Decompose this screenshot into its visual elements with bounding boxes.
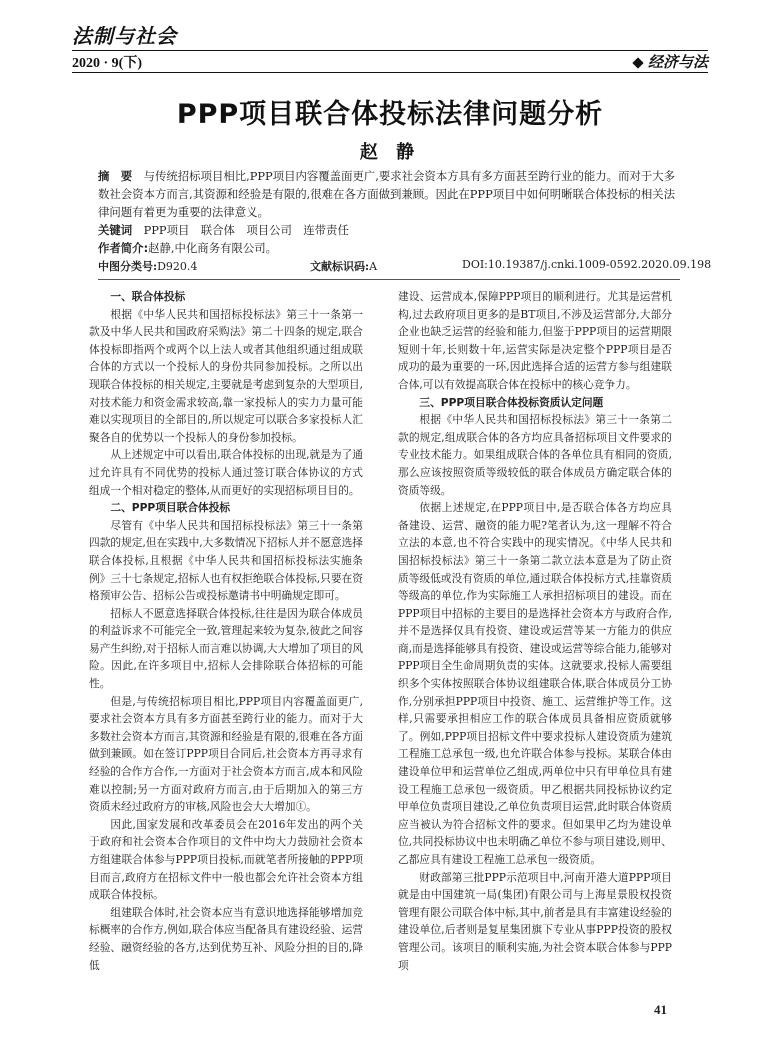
header-rule-top (72, 50, 708, 51)
paragraph: 组建联合体时,社会资本应当有意识地选择能够增加竞标概率的合作方,例如,联合体应当配备具有建设经验、运营经验、融资经验的各方,达到优势互补、风险分担的目的,降低 (89, 905, 363, 972)
article-title: PPP项目联合体投标法律问题分析 (176, 99, 604, 130)
clc-value: D920.4 (157, 260, 198, 273)
diamond-icon (632, 57, 643, 68)
right-column (398, 288, 672, 974)
left-column (89, 288, 363, 974)
paragraph: 依据上述规定,在PPP项目中,是否联合体各方均应具备建设、运营、融资的能力呢?笔者认为,这一理解不符合立法的本意,也不符合实践中的现实情况。《中华人民共和国招标投标法》第三十一条第二款立法本意是为了防止资质等级低或没有资质的单位,通过联合体投标方式,挂靠资质等级高的单位,作为实际施工人承担招标项目的建设。而在PPP项目中招标的主要目的是选择社会资本方与政府合作,并不是选择仅具有投资、建设或运营等某一方能力的供应商,而是选择能够具有投资、建设或运营等综合能力,能够对PPP项目全生命周期负责的实体。这就要求,投标人需要组织多个实体按照联合体协议组建联合体,联合体成员分工协作,分别承担PPP项目中投资、施工、运营维护等工作。这样,只需要承担相应工作的联合体成员具备相应资质就够了。例如,PPP项目招标文件中要求投标人建设资质为建筑工程施工总承包一级,也允许联合体参与投标。某联合体由建设单位甲和运营单位乙组成,两单位中只有甲单位具有建设工程施工总承包一级资质。甲乙根据共同投标协议约定甲单位负责项目建设,乙单位负责项目运营,此时联合体资质应当被认为符合招标文件的要求。但如果甲乙均为建设单位,共同投标协议中也未明确乙单位不参与项目建设,则甲、乙都应具有建设工程施工总承包一级资质。 (398, 501, 672, 866)
header-rule-bottom (72, 72, 708, 73)
paragraph: 尽管有《中华人民共和国招标投标法》第三十一条第四款的规定,但在实践中,大多数情况下招标人并不愿意选择联合体投标,且根据《中华人民共和国招标投标法实施条例》三十七条规定,招标人也有权拒绝联合体投标,只要在资格预审公告、招标公告或投标邀请书中明确规定即可。 (89, 518, 363, 603)
author-intro-line (98, 239, 680, 257)
paragraph: 从上述规定中可以看出,联合体投标的出现,就是为了通过允许具有不同优势的投标人通过签订联合体协议的方式组成一个相对稳定的整体,从而更好的实现招标项目目的。 (89, 448, 363, 497)
paragraph: 建设、运营成本,保障PPP项目的顺利进行。尤其是运营机构,过去政府项目更多的是BT项目,不涉及运营部分,大部分企业也缺乏运营的经验和能力,但鉴于PPP项目的运营期限短则十年,长则数十年,运营实际是决定整个PPP项目是否成功的最为重要的一环,因此选择合适的运营方参与组建联合体,可以有效提高联合体在投标中的核心竞争力。 (398, 290, 672, 391)
paragraph: 但是,与传统招标项目相比,PPP项目内容覆盖面更广,要求社会资本方具有多方面甚至跨行业的能力。而对于大多数社会资本方而言,其资源和经验是有限的,很难在各方面做到兼顾。如在签订PPP项目合同后,社会资本方再寻求有经验的合作方合作,一方面对于社会资本方而言,成本和风险难以控制;另一方面对政府方而言,由于后期加入的第三方资质未经过政府方的审核,风险也会大大增加①。 (89, 694, 363, 814)
keywords-label: 关键词 (98, 223, 133, 237)
clc-label: 中图分类号: (98, 260, 158, 273)
keywords-line (98, 221, 680, 239)
paragraph: 根据《中华人民共和国招标投标法》第三十一条第二款的规定,组成联合体的各方均应具备招标项目文件要求的专业技术能力。如果组成联合体的各单位具有相同的资质,那么应该按照资质等级较低的联合体成员方确定联合体的资质等级。 (398, 413, 672, 497)
journal-masthead: 法制与社会 (72, 24, 177, 48)
section-label (634, 51, 708, 72)
doi-value: 10.19387/j.cnki.1009-0592.2020.09.198 (487, 258, 712, 271)
paragraph: 财政部第三批PPP示范项目中,河南开港大道PPP项目就是由中国建筑一局(集团)有限公司与上海星景股权投资管理有限公司联合体中标,其中,前者是具有丰富建设经验的建设单位,后者则是复星集团旗下专业从事PPP投资的股权管理公司。该项目的顺利实施,为社会资本联合体参与PPP项 (398, 870, 672, 972)
doccode-field (310, 258, 377, 274)
doccode-label: 文献标识码: (310, 260, 370, 273)
section-heading-1: 一、联合体投标 (110, 290, 186, 303)
clc-field (98, 258, 197, 274)
meta-separator (98, 279, 680, 280)
article-author: 赵 静 (359, 142, 421, 163)
doi-field (462, 258, 711, 271)
section-name: 经济与法 (647, 53, 708, 71)
paragraph: 招标人不愿意选择联合体投标,往往是因为联合体成员的利益诉求不可能完全一致,管理起来较为复杂,彼此之间容易产生纠纷,对于招标人而言难以协调,大大增加了项目的风险。因此,在许多项目中,招标人会排除联合体招标的可能性。 (89, 606, 363, 691)
section-heading-2: 二、PPP项目联合体投标 (110, 501, 231, 515)
section-heading-3: 三、PPP项目联合体投标资质认定问题 (419, 395, 604, 409)
paragraph: 根据《中华人民共和国招标投标法》第三十一条第一款及中华人民共和国政府采购法》第二十四条的规定,联合体投标即指两个或两个以上法人或者其他组织通过组成联合体的方式以一个投标人的身份共同参加投标。之所以出现联合体投标的相关规定,主要就是考虑到复杂的大型项目,对技术能力和资金需求较高,靠一家投标人的实力力量可能难以实现项目的全部目的,所以规定可以联合多家投标人汇聚各自的优势以一个投标人的身份参加投标。 (89, 307, 363, 444)
author-intro-label: 作者简介: (98, 241, 149, 255)
doi-label: DOI: (462, 258, 488, 271)
issue-label: 2020 · 9(下) (72, 56, 142, 71)
abstract-text: 与传统招标项目相比,PPP项目内容覆盖面更广,要求社会资本方具有多方面甚至跨行业的能力。而对于大多数社会资本方而言,其资源和经验是有限的,很难在各方面做到兼顾。因此在PPP项目中如何明晰联合体投标的相关法律问题有着更为重要的法律意义。 (98, 169, 676, 219)
abstract-label: 摘 要 (98, 169, 133, 183)
paragraph: 因此,国家发展和改革委员会在2016年发出的两个关于政府和社会资本合作项目的文件中均大力鼓励社会资本方组建联合体参与PPP项目投标,而就笔者所接触的PPP项目而言,政府方在招标文件中一般也都会允许社会资本方组成联合体投标。 (89, 817, 363, 902)
page-number: 41 (654, 1002, 667, 1017)
journal-header (72, 20, 708, 72)
keywords-text: PPP项目 联合体 项目公司 连带责任 (143, 223, 349, 237)
author-intro-text: 赵静,中化商务有限公司。 (148, 241, 278, 255)
article-meta (98, 167, 680, 257)
abstract-line (98, 167, 680, 221)
doccode-value: A (369, 260, 378, 273)
